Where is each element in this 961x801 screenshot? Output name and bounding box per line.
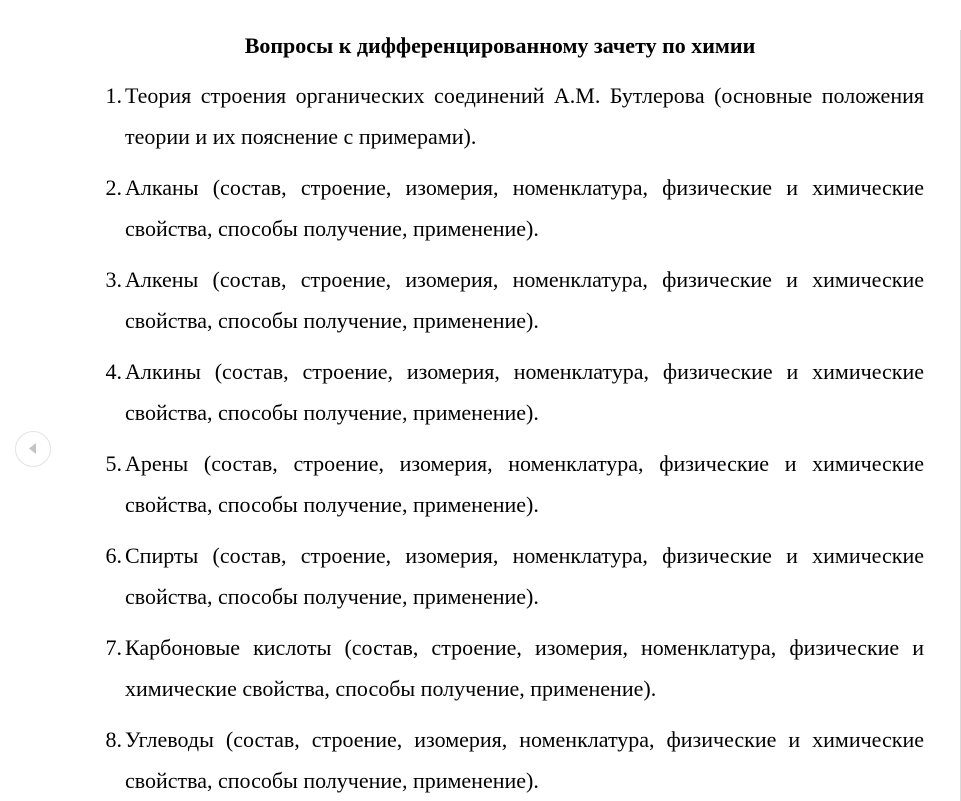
item-text: Алканы (состав, строение, изомерия, номенклатура, физические и химические свойства, способы получение, применение). [125,175,924,241]
list-item [95,627,924,719]
item-text: Арены (состав, строение, изомерия, номенклатура, физические и химические свойства, способы получение, применение). [125,451,924,517]
item-number: 7. [105,635,122,660]
item-number: 3. [105,267,122,292]
item-number: 4. [105,359,122,384]
list-item [95,443,924,535]
item-text: Карбоновые кислоты (состав, строение, изомерия, номенклатура, физические и химические свойства, способы получение, применение). [125,635,924,701]
previous-page-button[interactable] [15,431,51,467]
item-number: 2. [105,175,122,200]
list-item [95,259,924,351]
item-number: 5. [105,451,122,476]
item-text: Спирты (состав, строение, изомерия, номенклатура, физические и химические свойства, способы получение, применение). [125,543,924,609]
question-list [95,75,924,801]
item-text: Углеводы (состав, строение, изомерия, номенклатура, физические и химические свойства, способы получение, применение). [125,727,924,793]
document-title: Вопросы к дифференцированному зачету по химии [244,33,756,58]
list-item [95,719,924,801]
item-text: Алкены (состав, строение, изомерия, номенклатура, физические и химические свойства, способы получение, применение). [125,267,924,333]
item-number: 1. [105,83,122,108]
item-text: Алкины (состав, строение, изомерия, номенклатура, физические и химические свойства, способы получение, применение). [125,359,924,425]
item-text: Теория строения органических соединений А.М. Бутлерова (основные положения теории и их пояснение с примерами). [125,83,924,149]
triangle-left-icon [16,432,49,465]
list-item [95,75,924,167]
item-number: 8. [105,727,122,752]
list-item [95,351,924,443]
list-item [95,167,924,259]
item-number: 6. [105,543,122,568]
list-item [95,535,924,627]
